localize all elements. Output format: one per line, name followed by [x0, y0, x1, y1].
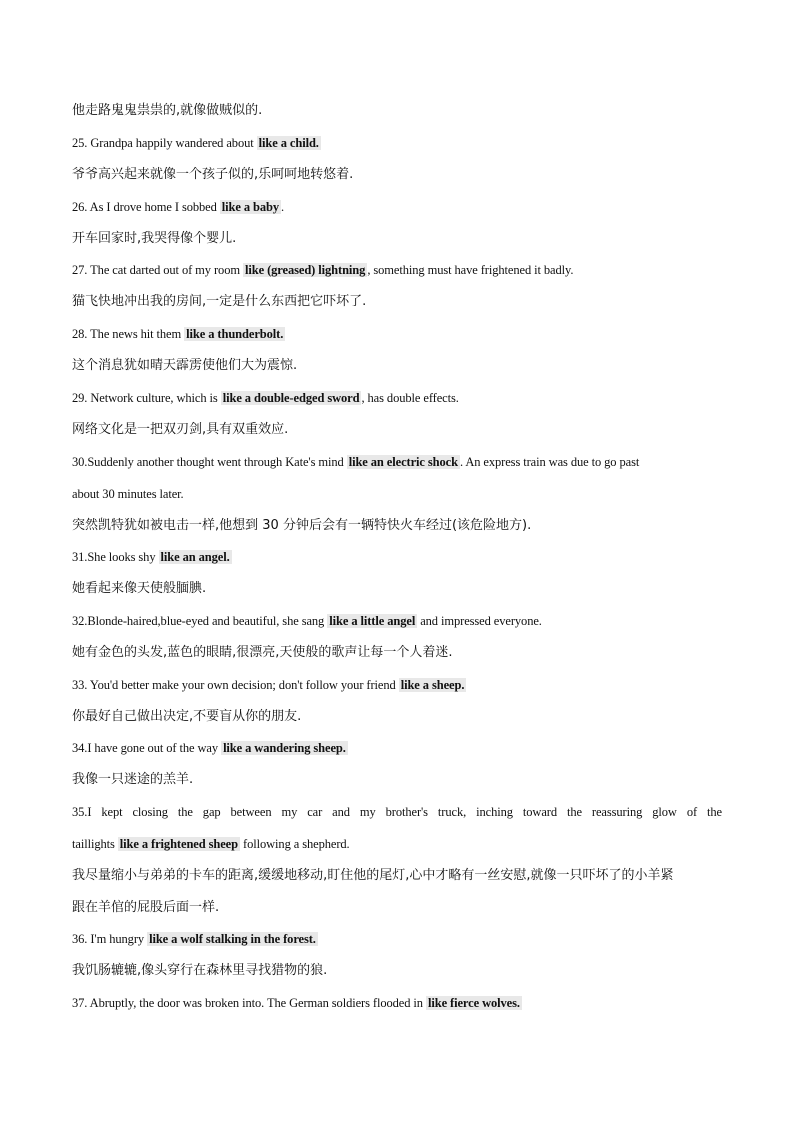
- highlighted-simile: like a double-edged sword: [222, 391, 360, 405]
- highlighted-simile: like a child.: [258, 136, 319, 150]
- sentence-text: Grandpa happily wandered about: [90, 136, 254, 150]
- sentence-text: I kept closing the gap between my car and my brother's truck, inching toward the reassuring glow of the: [87, 805, 722, 819]
- translation-line: 我像一只迷途的羔羊.: [72, 772, 194, 787]
- highlighted-simile: like a wandering sheep.: [223, 741, 346, 755]
- item-number: 31.: [72, 550, 88, 564]
- highlighted-simile: like a baby: [221, 200, 280, 214]
- highlighted-simile: like a frightened sheep: [119, 837, 238, 851]
- translation-line: 他走路鬼鬼祟祟的,就像做贼似的.: [72, 103, 263, 118]
- translation-line: 这个消息犹如晴天霹雳使他们大为震惊.: [72, 358, 298, 373]
- translation-line: 她有金色的头发,蓝色的眼睛,很漂亮,天使般的歌声让每一个人着迷.: [72, 645, 453, 660]
- example-sentence-35: [72, 803, 722, 821]
- example-sentence-27: [72, 261, 722, 279]
- item-number: 27.: [72, 263, 88, 277]
- example-sentence-26: [72, 198, 722, 216]
- sentence-text: The news hit them: [90, 327, 182, 341]
- sentence-text-end: . An express train was due to go past: [459, 455, 640, 469]
- item-number: 26.: [72, 200, 88, 214]
- sentence-text: I have gone out of the way: [87, 741, 219, 755]
- sentence-text: As I drove home I sobbed: [89, 200, 217, 214]
- sentence-text: I'm hungry: [90, 932, 145, 946]
- sentence-text: Abruptly, the door was broken into. The German soldiers flooded in: [89, 996, 423, 1010]
- sentence-text: You'd better make your own decision; don't follow your friend: [89, 678, 396, 692]
- sentence-text-end: .: [281, 200, 285, 214]
- item-number: 28.: [72, 327, 88, 341]
- example-sentence-32: [72, 612, 722, 630]
- item-number: 25.: [72, 136, 88, 150]
- highlighted-simile: like an angel.: [160, 550, 230, 564]
- sentence-text: Blonde-haired,blue-eyed and beautiful, she sang: [87, 614, 325, 628]
- example-sentence-28: [72, 325, 722, 343]
- example-sentence-33: [72, 676, 722, 694]
- highlighted-simile: like (greased) lightning: [245, 263, 366, 277]
- translation-line: 我尽量缩小与弟弟的卡车的距离,缓缓地移动,盯住他的尾灯,心中才略有一丝安慰,就像一只吓坏了的小羊紧: [72, 868, 674, 883]
- sentence-text-end: , has double effects.: [361, 391, 459, 405]
- item-number: 34.: [72, 741, 88, 755]
- example-sentence-37: [72, 994, 722, 1012]
- item-number: 37.: [72, 996, 88, 1010]
- sentence-text: Network culture, which is: [90, 391, 218, 405]
- translation-line: 我饥肠辘辘,像头穿行在森林里寻找猎物的狼.: [72, 963, 328, 978]
- highlighted-simile: like an electric shock: [348, 455, 458, 469]
- translation-line: 开车回家时,我哭得像个婴儿.: [72, 231, 237, 246]
- highlighted-simile: like a wolf stalking in the forest.: [149, 932, 316, 946]
- sentence-text: Suddenly another thought went through Kate's mind: [87, 455, 344, 469]
- example-sentence-31: [72, 548, 722, 566]
- sentence-text-end: and impressed everyone.: [417, 614, 542, 628]
- example-sentence-30: [72, 453, 722, 471]
- item-number: 33.: [72, 678, 88, 692]
- translation-line: 突然凯特犹如被电击一样,他想到 30 分钟后会有一辆特快火车经过(该危险地方).: [72, 518, 532, 533]
- sentence-continuation: about 30 minutes later.: [72, 487, 184, 501]
- highlighted-simile: like fierce wolves.: [427, 996, 520, 1010]
- highlighted-simile: like a little angel: [329, 614, 416, 628]
- example-sentence-29: [72, 389, 722, 407]
- sentence-text: The cat darted out of my room: [90, 263, 240, 277]
- item-number: 35.: [72, 805, 88, 819]
- sentence-text: She looks shy: [87, 550, 156, 564]
- example-sentence-34: [72, 739, 722, 757]
- sentence-continuation: [72, 835, 722, 853]
- example-sentence-36: [72, 930, 722, 948]
- translation-line: 她看起来像天使般腼腆.: [72, 581, 207, 596]
- translation-line: 猫飞快地冲出我的房间,一定是什么东西把它吓坏了.: [72, 294, 367, 309]
- example-sentence-25: [72, 134, 722, 152]
- translation-line: 跟在羊倌的屁股后面一样.: [72, 900, 220, 915]
- sentence-text-end: following a shepherd.: [239, 837, 350, 851]
- highlighted-simile: like a thunderbolt.: [186, 327, 284, 341]
- sentence-text: taillights: [72, 837, 115, 851]
- item-number: 36.: [72, 932, 88, 946]
- item-number: 29.: [72, 391, 88, 405]
- translation-line: 网络文化是一把双刃剑,具有双重效应.: [72, 422, 289, 437]
- sentence-text-end: , something must have frightened it badly.: [367, 263, 574, 277]
- highlighted-simile: like a sheep.: [400, 678, 465, 692]
- item-number: 32.: [72, 614, 88, 628]
- item-number: 30.: [72, 455, 88, 469]
- translation-line: 你最好自己做出决定,不要盲从你的朋友.: [72, 709, 302, 724]
- translation-line: 爷爷高兴起来就像一个孩子似的,乐呵呵地转悠着.: [72, 167, 354, 182]
